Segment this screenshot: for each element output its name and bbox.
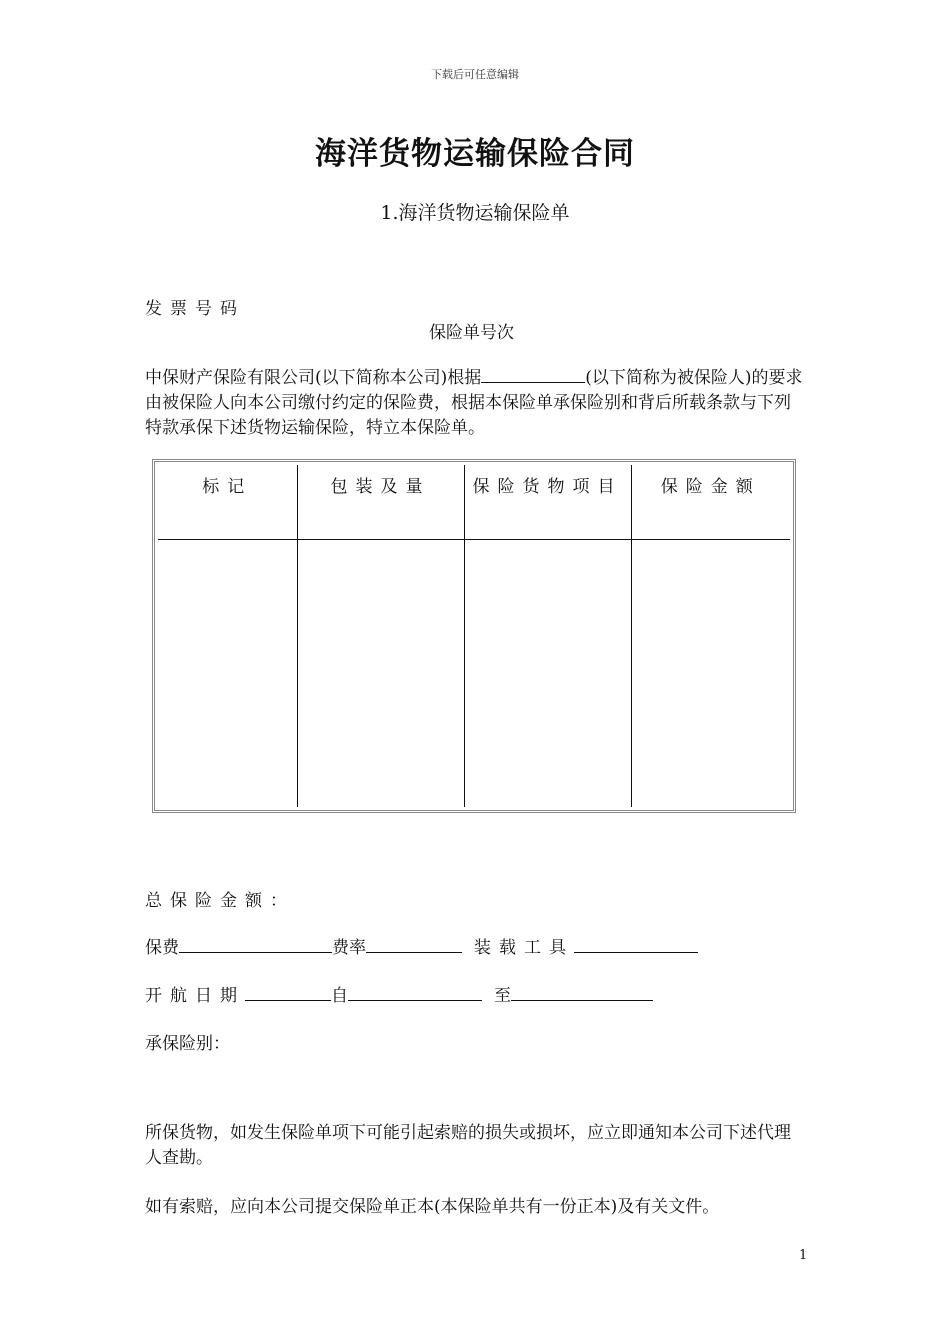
fee-line bbox=[145, 933, 698, 958]
goods-table-frame bbox=[152, 459, 796, 813]
insured-name-blank[interactable] bbox=[481, 364, 585, 383]
table-header-row bbox=[158, 465, 790, 540]
header-insured-amount: 保险金额 bbox=[631, 465, 790, 540]
from-label: 自 bbox=[331, 986, 348, 1006]
header-note: 下载后可任意编辑 bbox=[431, 68, 519, 81]
premium-blank[interactable] bbox=[179, 934, 332, 953]
conveyance-blank[interactable] bbox=[574, 934, 698, 953]
document-title: 海洋货物运输保险合同 bbox=[315, 136, 635, 172]
intro-paragraph bbox=[145, 364, 805, 441]
departure-date-label: 开航日期 bbox=[145, 986, 245, 1006]
voyage-line bbox=[145, 981, 653, 1006]
from-blank[interactable] bbox=[348, 982, 482, 1001]
to-label: 至 bbox=[494, 986, 511, 1006]
goods-table bbox=[158, 465, 790, 807]
coverage-label: 承保险别： bbox=[145, 1034, 230, 1054]
claim-notice-paragraph: 所保货物，如发生保险单项下可能引起索赔的损失或损坏，应立即通知本公司下述代理人查勘。 bbox=[145, 1123, 791, 1168]
cell-insured-goods[interactable] bbox=[464, 540, 631, 808]
departure-date-blank[interactable] bbox=[245, 982, 331, 1001]
cell-insured-amount[interactable] bbox=[631, 540, 790, 808]
page-number: 1 bbox=[799, 1248, 808, 1263]
invoice-number-label: 发票号码 bbox=[145, 299, 245, 319]
header-insured-goods: 保险货物项目 bbox=[464, 465, 631, 540]
cell-packing-quantity[interactable] bbox=[297, 540, 464, 808]
total-insured-amount-label: 总保险金额： bbox=[145, 891, 295, 911]
claim-documents-paragraph: 如有索赔，应向本公司提交保险单正本(本保险单共有一份正本)及有关文件。 bbox=[145, 1197, 720, 1217]
to-blank[interactable] bbox=[511, 982, 653, 1001]
table-row bbox=[158, 540, 790, 808]
rate-blank[interactable] bbox=[366, 934, 462, 953]
intro-part1: 中保财产保险有限公司(以下简称本公司)根据 bbox=[145, 368, 482, 388]
intro-part2: (以下简称为被保险人)的要求由被保险人向本公司缴付约定的保险费，根据本保险单承保险别和背后所载条款与下列特款承保下述货物运输保险，特立本保险单。 bbox=[145, 368, 803, 438]
conveyance-label: 装载工具 bbox=[474, 938, 574, 958]
policy-number-label: 保险单号次 bbox=[429, 323, 514, 343]
premium-label: 保费 bbox=[145, 938, 179, 958]
header-packing-quantity: 包装及量 bbox=[297, 465, 464, 540]
cell-marks[interactable] bbox=[158, 540, 297, 808]
header-marks: 标记 bbox=[158, 465, 297, 540]
document-subtitle: 1.海洋货物运输保险单 bbox=[380, 202, 570, 224]
rate-label: 费率 bbox=[332, 938, 366, 958]
